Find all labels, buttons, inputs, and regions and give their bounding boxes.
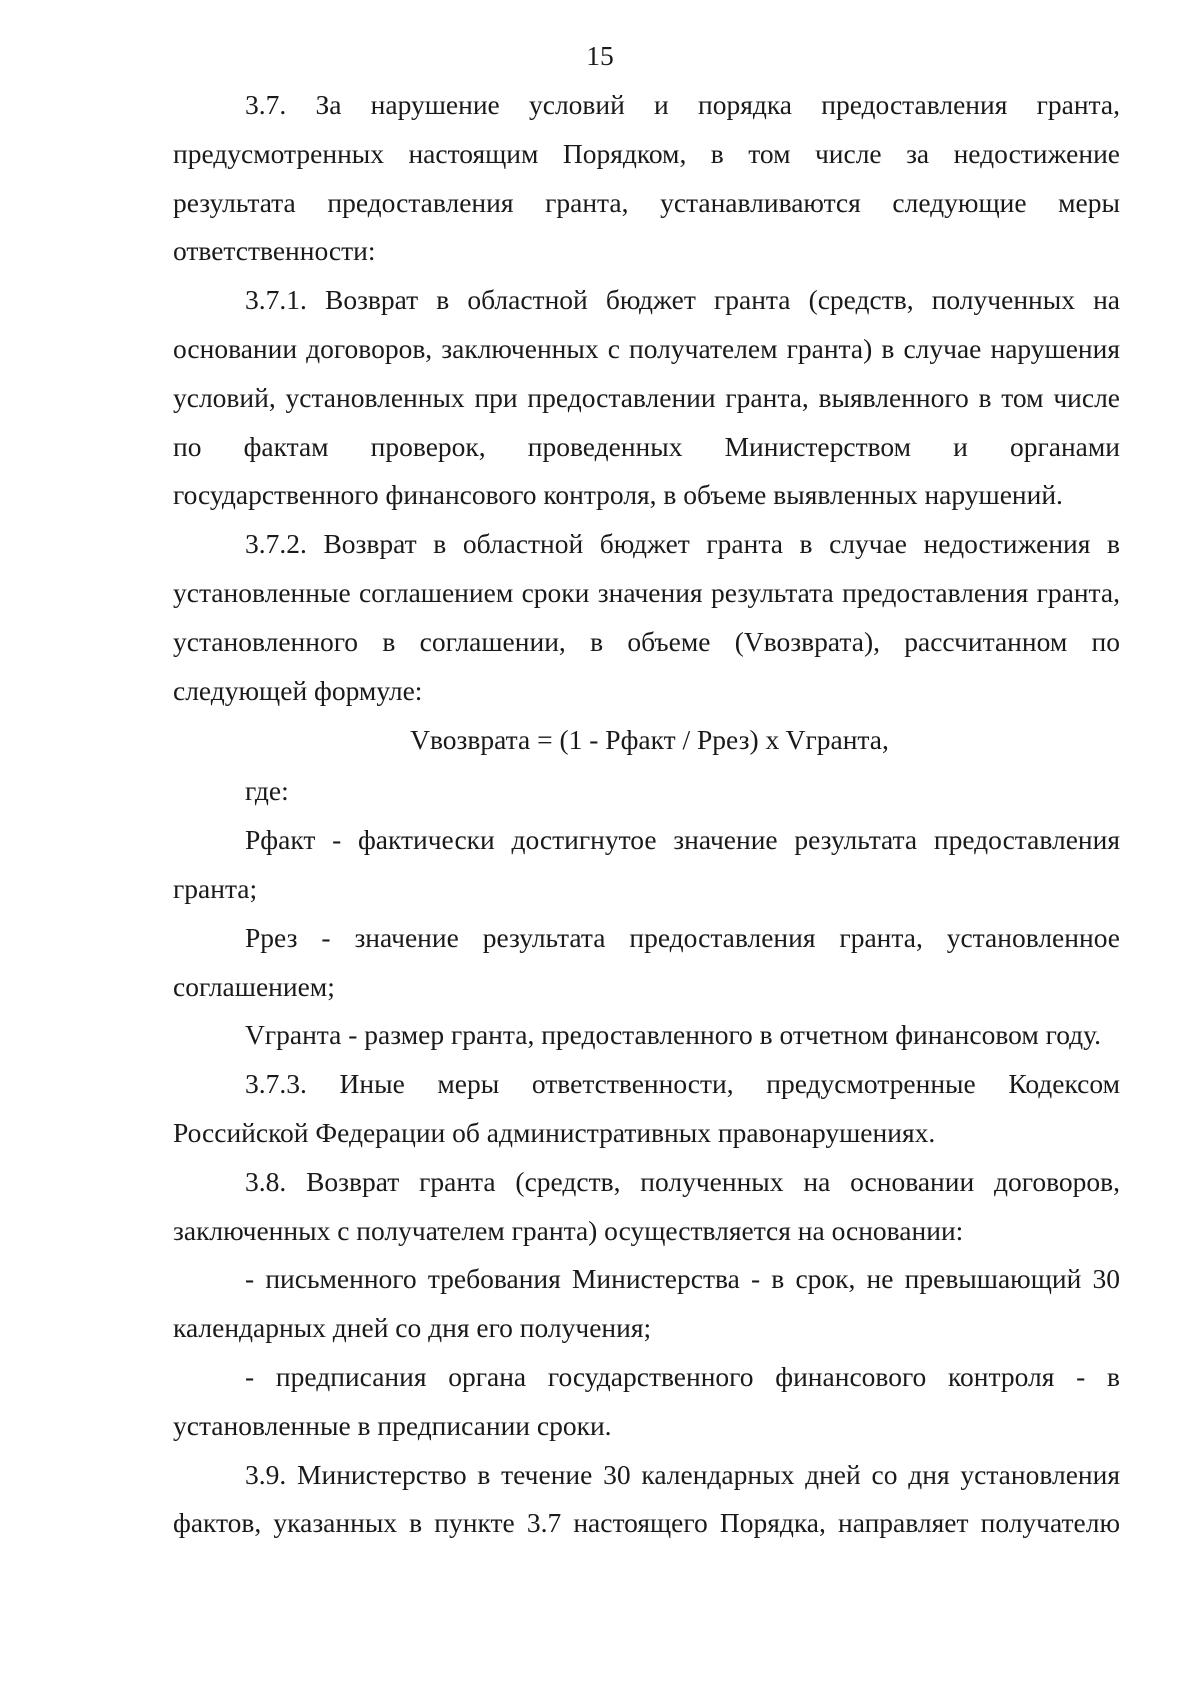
formula: Vвозврата = (1 - Рфакт / Ррез) x Vгранта, [410,724,889,756]
paragraph-prescription: - предписания органа государственного финансового контроля - в установленные в предписании сроки. [173,1360,1120,1441]
paragraph-definition-rfact: Рфакт - фактически достигнутое значение результата предоставления гранта; [173,824,1120,904]
paragraph-definition-vgranta: Vгранта - размер гранта, предоставленного в отчетном финансовом году. [245,1019,1102,1051]
paragraph-3-7-3: 3.7.3. Иные меры ответственности, предусмотренные Кодексом Российской Федерации об административных правонарушениях. [173,1068,1120,1148]
document-body [173,81,1120,1548]
paragraph-3-7: 3.7. За нарушение условий и порядка предоставления гранта, предусмотренных настоящим Порядком, в том числе за недостижение результата предоставления гранта, устанавливаются следующие меры ответственности: [173,89,1120,267]
paragraph-3-8: 3.8. Возврат гранта (средств, полученных на основании договоров, заключенных с получателем гранта) осуществляется на основании: [173,1165,1120,1246]
page-number: 15 [586,40,614,71]
paragraph-3-7-2: 3.7.2. Возврат в областной бюджет гранта в случае недостижения в установленные соглашением сроки значения результата предоставления гранта, установленного в соглашении, в объеме (Vвозврата), рассчитанном по следующей формуле: [173,528,1120,706]
paragraph-where: где: [245,775,289,807]
paragraph-3-7-1: 3.7.1. Возврат в областной бюджет гранта (средств, полученных на основании договоров, заключенных с получателем гранта) в случае нарушения условий, установленных при предоставлении гранта, выявленного в том числе по фактам проверок, проведенных Министерством и органами государственного финансового контроля, в объеме выявленных нарушений. [173,284,1120,511]
paragraph-definition-rrez: Ррез - значение результата предоставления гранта, установленное соглашением; [173,921,1120,1002]
paragraph-written-requirement: - письменного требования Министерства - в срок, не превышающий 30 календарных дней со дня его получения; [173,1263,1120,1344]
paragraph-3-9: 3.9. Министерство в течение 30 календарных дней со дня установления фактов, указанных в пункте 3.7 настоящего Порядка, направляет получателю [173,1458,1120,1539]
